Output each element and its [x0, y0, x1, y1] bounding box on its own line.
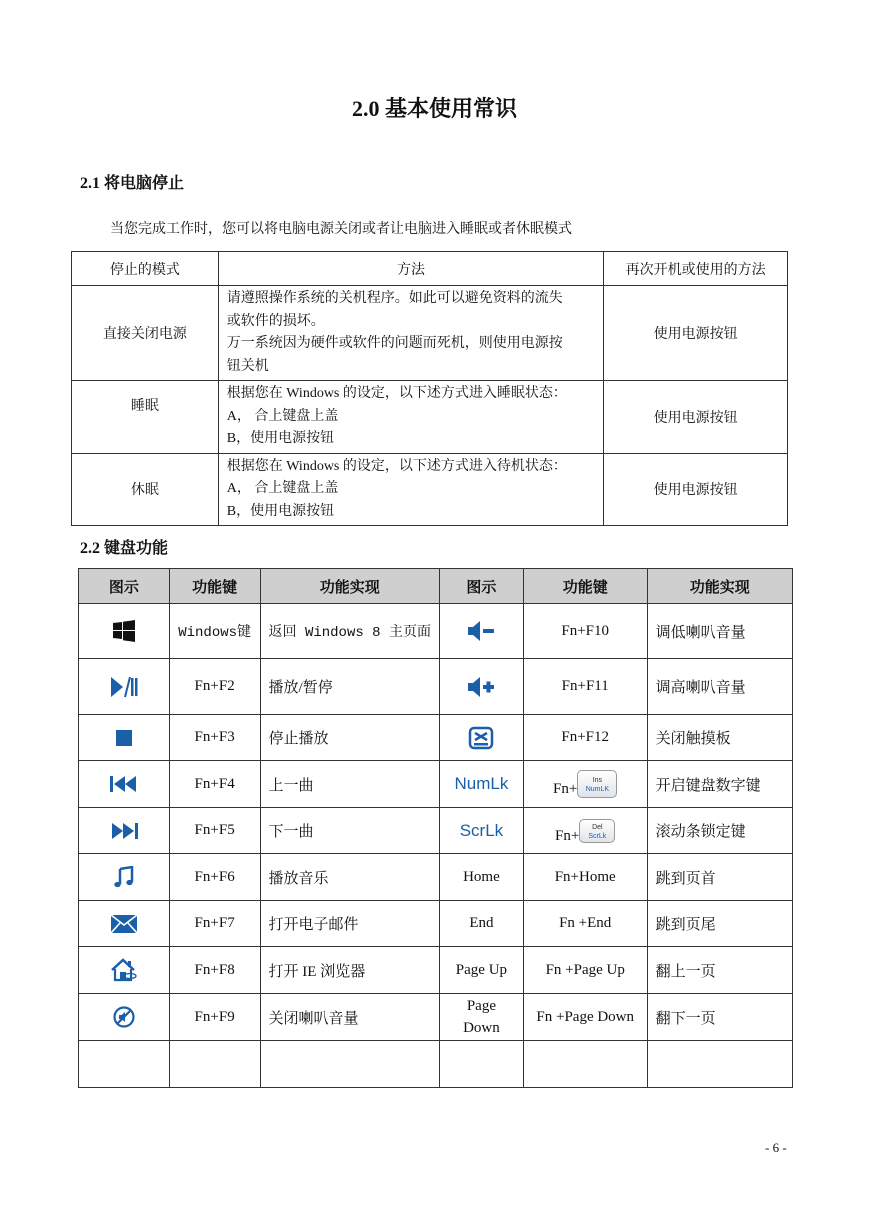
table-row [79, 994, 793, 1041]
table-row [79, 604, 793, 659]
keycap-top: Ins [592, 777, 603, 784]
volume-up-icon [440, 659, 524, 715]
key-cell: Fn +Page Down [523, 994, 647, 1041]
empty-table-row [79, 1041, 793, 1088]
key-cell: Fn +End [523, 901, 647, 947]
function-cell: 停止播放 [260, 715, 439, 761]
play-pause-icon [79, 659, 170, 715]
mail-icon [79, 901, 170, 947]
mode-cell: 睡眠 [72, 381, 219, 454]
empty-cell [169, 1041, 260, 1088]
column-header: 功能键 [169, 569, 260, 604]
keycap-bottom: NumLK [585, 786, 610, 793]
table-row [79, 854, 793, 901]
home-browser-icon [79, 947, 170, 994]
function-cell: 下一曲 [260, 808, 439, 854]
column-header: 方法 [218, 252, 603, 286]
windows-icon [79, 604, 170, 659]
function-cell: 打开 IE 浏览器 [260, 947, 439, 994]
method-line: 根据您在 Windows 的设定，以下述方式进入待机状态： [226, 458, 567, 474]
function-cell: 打开电子邮件 [260, 901, 439, 947]
keycap-bottom: ScrLk [588, 832, 607, 840]
key-cell: Fn+F6 [169, 854, 260, 901]
scroll-lock-label: ScrLk [440, 808, 524, 854]
end-key-label: End [440, 901, 524, 947]
column-header: 停止的模式 [72, 252, 219, 286]
page-up-key-label: Page Up [440, 947, 524, 994]
method-line: 请遵照操作系统的关机程序。如此可以避免资料的流失 [226, 291, 563, 306]
table-row [72, 453, 788, 526]
empty-cell [523, 1041, 647, 1088]
page-number: - 6 - [765, 1140, 787, 1155]
next-track-icon [79, 808, 170, 854]
function-cell: 翻上一页 [647, 947, 792, 994]
previous-track-icon [79, 761, 170, 808]
restart-cell: 使用电源按钮 [604, 381, 788, 454]
keycap-top: Del [592, 823, 603, 831]
fn-prefix: Fn+ [555, 827, 580, 844]
method-cell [218, 381, 603, 454]
key-cell: Fn+F10 [523, 604, 647, 659]
function-cell: 跳到页首 [647, 854, 792, 901]
restart-cell: 使用电源按钮 [604, 286, 788, 381]
function-cell: 关闭触摸板 [647, 715, 792, 761]
restart-cell: 使用电源按钮 [604, 453, 788, 526]
function-cell: 开启键盘数字键 [647, 761, 792, 808]
mode-cell: 直接关闭电源 [72, 286, 219, 381]
intro-text: 当您完成工作时，您可以将电脑电源关闭或者让电脑进入睡眠或者休眠模式 [110, 222, 572, 237]
method-line: A， 合上键盘上盖 [226, 408, 339, 424]
mode-cell: 休眠 [72, 453, 219, 526]
del-scrlk-key-icon [579, 819, 615, 843]
function-cell: 返回 Windows 8 主页面 [260, 604, 439, 659]
function-cell: 调高喇叭音量 [647, 659, 792, 715]
key-cell: Fn+F7 [169, 901, 260, 947]
method-line: B，使用电源按钮 [226, 503, 335, 519]
method-line: 钮关机 [226, 358, 269, 374]
volume-down-icon [440, 604, 524, 659]
column-header: 功能键 [523, 569, 647, 604]
keyboard-functions-table [78, 568, 793, 1088]
key-cell: Windows键 [169, 604, 260, 659]
table-row [72, 381, 788, 454]
column-header: 图示 [79, 569, 170, 604]
method-cell [218, 286, 603, 381]
method-line: A， 合上键盘上盖 [226, 481, 339, 496]
table-header-row [72, 252, 788, 286]
function-cell: 调低喇叭音量 [647, 604, 792, 659]
key-cell [523, 761, 647, 808]
fn-prefix: Fn+ [553, 781, 578, 798]
method-line: B，使用电源按钮 [226, 431, 335, 446]
function-cell: 翻下一页 [647, 994, 792, 1041]
table-header-row [79, 569, 793, 604]
page-title: 2.0 基本使用常识 [351, 96, 517, 121]
function-cell: 播放/暂停 [260, 659, 439, 715]
shutdown-modes-table [71, 251, 788, 526]
column-header: 功能实现 [647, 569, 792, 604]
method-line: 万一系统因为硬件或软件的问题而死机，则使用电源按 [226, 336, 563, 351]
function-cell: 跳到页尾 [647, 901, 792, 947]
method-cell [218, 453, 603, 526]
music-note-icon [79, 854, 170, 901]
method-line: 根据您在 Windows 的设定，以下述方式进入睡眠状态： [226, 386, 567, 401]
key-cell: Fn+F9 [169, 994, 260, 1041]
section-heading-keyboard: 2.2 键盘功能 [80, 540, 169, 557]
key-cell: Fn+F3 [169, 715, 260, 761]
table-row [79, 761, 793, 808]
key-cell: Fn+Home [523, 854, 647, 901]
key-cell: Fn +Page Up [523, 947, 647, 994]
table-row [79, 808, 793, 854]
function-cell: 滚动条锁定键 [647, 808, 792, 854]
method-line: 或软件的损坏。 [226, 313, 325, 329]
column-header: 功能实现 [260, 569, 439, 604]
page-down-key-label [440, 994, 524, 1041]
function-cell: 播放音乐 [260, 854, 439, 901]
empty-cell [79, 1041, 170, 1088]
table-row [79, 947, 793, 994]
section-heading-shutdown: 2.1 将电脑停止 [80, 175, 185, 192]
mute-icon [79, 994, 170, 1041]
touchpad-off-icon [440, 715, 524, 761]
table-row [79, 659, 793, 715]
key-cell: Fn+F2 [169, 659, 260, 715]
key-cell: Fn+F12 [523, 715, 647, 761]
empty-cell [260, 1041, 439, 1088]
function-cell: 上一曲 [260, 761, 439, 808]
empty-cell [440, 1041, 524, 1088]
stop-icon [79, 715, 170, 761]
column-header: 再次开机或使用的方法 [604, 252, 788, 286]
key-cell: Fn+F5 [169, 808, 260, 854]
key-cell: Fn+F4 [169, 761, 260, 808]
page-down-text: Page Down [463, 998, 500, 1036]
table-row [72, 286, 788, 381]
function-cell: 关闭喇叭音量 [260, 994, 439, 1041]
home-key-label: Home [440, 854, 524, 901]
key-cell: Fn+F11 [523, 659, 647, 715]
key-cell [523, 808, 647, 854]
column-header: 图示 [440, 569, 524, 604]
table-row [79, 901, 793, 947]
table-row [79, 715, 793, 761]
numlock-label: NumLk [440, 761, 524, 808]
ins-numlock-key-icon [577, 770, 617, 798]
key-cell: Fn+F8 [169, 947, 260, 994]
empty-cell [647, 1041, 792, 1088]
